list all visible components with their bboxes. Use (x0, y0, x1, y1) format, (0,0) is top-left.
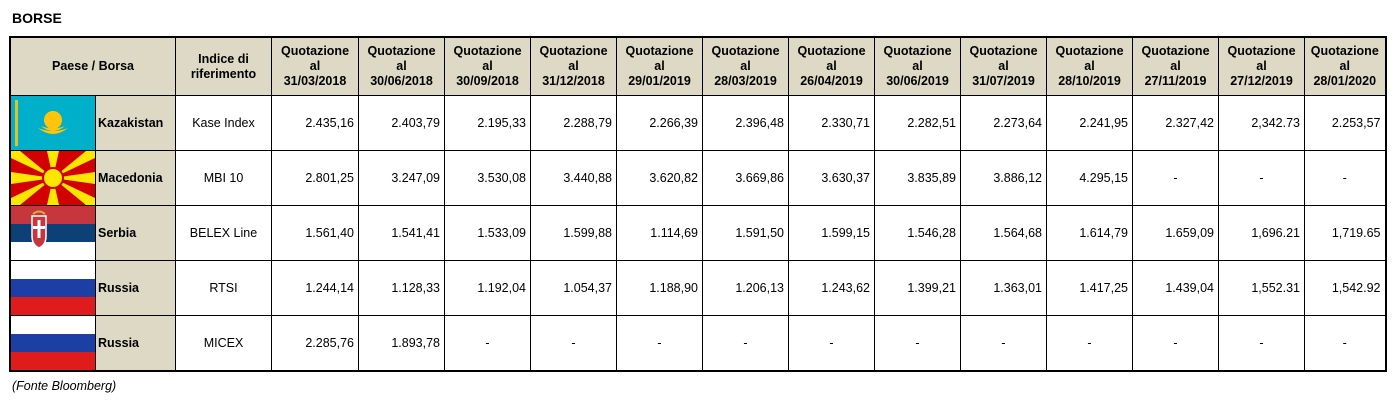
quote-value: 2.253,57 (1305, 96, 1386, 151)
header-date-7 (875, 37, 961, 96)
header-quote-label: Quotazione (797, 44, 866, 58)
quote-value: - (1133, 316, 1219, 372)
header-date-value: 29/01/2019 (628, 74, 691, 88)
quote-value: - (1219, 151, 1305, 206)
quote-value: 1.564,68 (961, 206, 1047, 261)
quote-value: 1,696.21 (1219, 206, 1305, 261)
quote-value: 1.128,33 (359, 261, 445, 316)
header-quote-al: al (396, 59, 407, 73)
header-quote-al: al (912, 59, 923, 73)
header-date-10 (1133, 37, 1219, 96)
header-quote-al: al (1084, 59, 1095, 73)
header-quote-label: Quotazione (1141, 44, 1210, 58)
quote-value: 1.599,15 (789, 206, 875, 261)
table-row (10, 96, 1386, 151)
header-date-12 (1305, 37, 1386, 96)
quote-value: 2.327,42 (1133, 96, 1219, 151)
quote-value: - (1133, 151, 1219, 206)
header-index-line1: Indice di (198, 51, 249, 66)
quote-value: 3.247,09 (359, 151, 445, 206)
index-name: BELEX Line (176, 206, 272, 261)
header-country: Paese / Borsa (10, 37, 176, 96)
header-date-value: 31/12/2018 (542, 74, 605, 88)
header-quote-label: Quotazione (969, 44, 1038, 58)
header-index (176, 37, 272, 96)
table-row (10, 316, 1386, 372)
table-row (10, 151, 1386, 206)
header-date-9 (1047, 37, 1133, 96)
quote-value: - (445, 316, 531, 372)
header-quote-label: Quotazione (1227, 44, 1296, 58)
header-quote-al: al (740, 59, 751, 73)
kazakhstan-flag-cell (10, 96, 96, 151)
quote-value: 1.114,69 (617, 206, 703, 261)
quote-value: 2.435,16 (272, 96, 359, 151)
quote-value: 2,342.73 (1219, 96, 1305, 151)
header-date-8 (961, 37, 1047, 96)
quote-value: 2.330,71 (789, 96, 875, 151)
quote-value: 1.399,21 (875, 261, 961, 316)
header-quote-al: al (1170, 59, 1181, 73)
russia-flag (11, 261, 95, 315)
quote-value: 1.244,14 (272, 261, 359, 316)
quote-value: 3.669,86 (703, 151, 789, 206)
header-date-value: 28/03/2019 (714, 74, 777, 88)
quote-value: 1,552.31 (1219, 261, 1305, 316)
quote-value: 1.054,37 (531, 261, 617, 316)
header-quote-al: al (826, 59, 837, 73)
quote-value: - (617, 316, 703, 372)
header-date-value: 27/12/2019 (1230, 74, 1293, 88)
header-date-value: 31/03/2018 (283, 74, 347, 88)
quote-value: 2.288,79 (531, 96, 617, 151)
quote-value: 1.614,79 (1047, 206, 1133, 261)
header-date-value: 30/06/2019 (886, 74, 949, 88)
quote-value: - (531, 316, 617, 372)
quote-value: - (703, 316, 789, 372)
quote-value: 2.273,64 (961, 96, 1047, 151)
country-name: Kazakistan (96, 96, 176, 151)
quote-value: 1.659,09 (1133, 206, 1219, 261)
quote-value: 1,542.92 (1305, 261, 1386, 316)
borse-table (9, 36, 1387, 372)
header-quote-al: al (568, 59, 579, 73)
header-quote-label: Quotazione (711, 44, 780, 58)
table-body (10, 96, 1386, 372)
header-quote-label: Quotazione (539, 44, 608, 58)
header-quote-label: Quotazione (1310, 44, 1379, 58)
quote-value: - (1047, 316, 1133, 372)
quote-value: 1.541,41 (359, 206, 445, 261)
quote-value: 1.417,25 (1047, 261, 1133, 316)
quote-value: 2.195,33 (445, 96, 531, 151)
quote-value: 1.192,04 (445, 261, 531, 316)
header-date-value: 27/11/2019 (1144, 74, 1207, 88)
header-date-3 (531, 37, 617, 96)
macedonia-flag (11, 151, 95, 205)
quote-value: 4.295,15 (1047, 151, 1133, 206)
quote-value: 1.188,90 (617, 261, 703, 316)
header-quote-al: al (309, 59, 321, 73)
quote-value: 1.439,04 (1133, 261, 1219, 316)
header-date-11 (1219, 37, 1305, 96)
quote-value: 2.282,51 (875, 96, 961, 151)
quote-value: 3.440,88 (531, 151, 617, 206)
header-date-value: 31/07/2019 (972, 74, 1035, 88)
index-name: Kase Index (176, 96, 272, 151)
table-row (10, 206, 1386, 261)
header-quote-al: al (1256, 59, 1267, 73)
quote-value: 2.266,39 (617, 96, 703, 151)
header-date-4 (617, 37, 703, 96)
header-date-value: 30/06/2018 (370, 74, 433, 88)
header-date-value: 30/09/2018 (456, 74, 519, 88)
quote-value: 1,719.65 (1305, 206, 1386, 261)
header-date-0 (272, 37, 359, 96)
quote-value: 2.285,76 (272, 316, 359, 372)
quote-value: - (789, 316, 875, 372)
header-date-value: 28/01/2020 (1313, 74, 1377, 88)
russia-flag (11, 316, 95, 370)
header-quote-al: al (998, 59, 1009, 73)
quote-value: 2.801,25 (272, 151, 359, 206)
quote-value: 1.561,40 (272, 206, 359, 261)
russia-flag-cell (10, 316, 96, 372)
macedonia-flag-cell (10, 151, 96, 206)
quote-value: - (1305, 316, 1386, 372)
country-name: Russia (96, 261, 176, 316)
header-date-1 (359, 37, 445, 96)
header-date-6 (789, 37, 875, 96)
country-name: Macedonia (96, 151, 176, 206)
quote-value: 3.630,37 (789, 151, 875, 206)
quote-value: - (961, 316, 1047, 372)
header-quote-label: Quotazione (625, 44, 694, 58)
russia-flag-cell (10, 261, 96, 316)
index-name: RTSI (176, 261, 272, 316)
quote-value: 1.599,88 (531, 206, 617, 261)
header-date-value: 26/04/2019 (800, 74, 863, 88)
quote-value: 2.403,79 (359, 96, 445, 151)
quote-value: - (875, 316, 961, 372)
header-index-line2: riferimento (190, 66, 257, 81)
quote-value: 2.241,95 (1047, 96, 1133, 151)
quote-value: 1.591,50 (703, 206, 789, 261)
quote-value: - (1219, 316, 1305, 372)
serbia-flag-cell (10, 206, 96, 261)
table-header-row (10, 37, 1386, 96)
header-date-2 (445, 37, 531, 96)
index-name: MICEX (176, 316, 272, 372)
quote-value: 1.206,13 (703, 261, 789, 316)
quote-value: 1.893,78 (359, 316, 445, 372)
country-name: Serbia (96, 206, 176, 261)
header-quote-label: Quotazione (280, 44, 350, 58)
quote-value: 3.620,82 (617, 151, 703, 206)
header-quote-label: Quotazione (453, 44, 522, 58)
header-date-value: 28/10/2019 (1058, 74, 1121, 88)
quote-value: 2.396,48 (703, 96, 789, 151)
index-name: MBI 10 (176, 151, 272, 206)
table-row (10, 261, 1386, 316)
source-note: (Fonte Bloomberg) (12, 379, 117, 393)
kazakhstan-flag (11, 96, 95, 150)
header-quote-label: Quotazione (1055, 44, 1124, 58)
country-name: Russia (96, 316, 176, 372)
header-quote-al: al (482, 59, 493, 73)
quote-value: 3.530,08 (445, 151, 531, 206)
header-quote-al: al (654, 59, 665, 73)
quote-value: 3.835,89 (875, 151, 961, 206)
serbia-flag (11, 206, 95, 260)
quote-value: - (1305, 151, 1386, 206)
header-quote-label: Quotazione (367, 44, 436, 58)
quote-value: 1.243,62 (789, 261, 875, 316)
quote-value: 3.886,12 (961, 151, 1047, 206)
quote-value: 1.363,01 (961, 261, 1047, 316)
header-quote-label: Quotazione (883, 44, 952, 58)
quote-value: 1.533,09 (445, 206, 531, 261)
header-quote-al: al (1339, 59, 1350, 73)
header-date-5 (703, 37, 789, 96)
quote-value: 1.546,28 (875, 206, 961, 261)
page-title: BORSE (12, 10, 62, 26)
